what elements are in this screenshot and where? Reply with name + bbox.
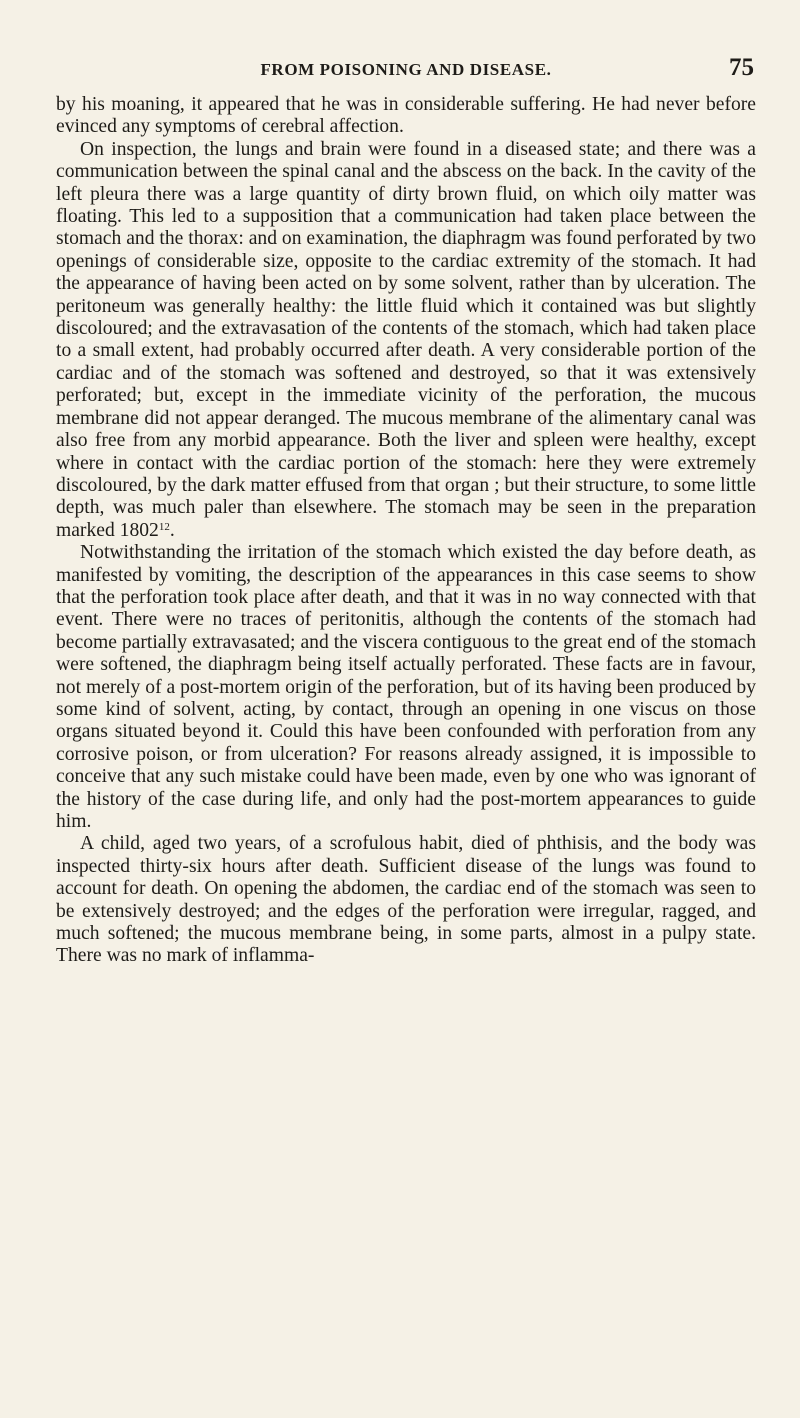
running-title: FROM POISONING AND DISEASE. [260, 60, 552, 79]
preparation-period: . [169, 519, 175, 541]
paragraph-inspection-text: On inspection, the lungs and brain were found in a diseased state; and there was a communication between the spinal canal and the abscess on the back. In the cavity of the left pleura there was a large quantity of dirty brown fluid, on which oily matter was floating. This led to a supposition that a communication had taken place between the stomach and the thorax: and on examination, the diaphragm was found perforated by two openings of considerable size, opposite to the cardiac extremity of the stomach. It had the appearance of having been acted on by some solvent, rather than by ulceration. The peritoneum was generally healthy: the little fluid which it contained was but slightly discoloured; and the extravasation of the contents of the stomach, which had taken place to a small extent, had probably occurred after death. A very considerable portion of the cardiac and of the stomach was softened and destroyed, so that it was extensively perforated; but, except in the immediate vicinity of the perforation, the mucous membrane did not appear deranged. The mucous membrane of the alimentary canal was also free from any morbid appearance. Both the liver and spleen were healthy, except where in contact with the cardiac portion of the stomach: here they were extremely discoloured, by the dark matter effused from that organ ; but their structure, to some little depth, was much paler than elsewhere. The stomach may be seen in the preparation marked 1802 [56, 138, 756, 541]
preparation-superscript: 12 [158, 520, 170, 533]
page-number: 75 [729, 54, 754, 81]
paragraph-inspection [56, 139, 756, 542]
body-text [56, 94, 756, 968]
paragraph-notwithstanding: Notwithstanding the irritation of the stomach which existed the day before death, as manifested by vomiting, the description of the appearances in this case seems to show that the perforation took place after death, and that it was in no way connected with that event. There were no traces of peritonitis, although the contents of the stomach had become partially extravasated; and the viscera contiguous to the great end of the stomach were softened, the diaphragm being itself actually perforated. These facts are in favour, not merely of a post-mortem origin of the perforation, but of its having been produced by some kind of solvent, acting, by contact, through an opening in one viscus on those organs situated beyond it. Could this have been confounded with perforation from any corrosive poison, or from ulceration? For reasons already assigned, it is impossible to conceive that any such mistake could have been made, even by one who was ignorant of the history of the case during life, and only had the post-mortem appearances to guide him. [56, 542, 756, 832]
paragraph-continuation: by his moaning, it appeared that he was in considerable suffering. He had never before evinced any symptoms of cerebral affection. [56, 94, 756, 138]
paragraph-child-case: A child, aged two years, of a scrofulous habit, died of phthisis, and the body was inspected thirty-six hours after death. Sufficient disease of the lungs was found to account for death. On opening the abdomen, the cardiac end of the stomach was seen to be extensively destroyed; and the edges of the perforation were irregular, ragged, and much softened; the mucous membrane being, in some parts, almost in a pulpy state. There was no mark of inflamma- [56, 833, 756, 967]
running-head [56, 56, 756, 94]
